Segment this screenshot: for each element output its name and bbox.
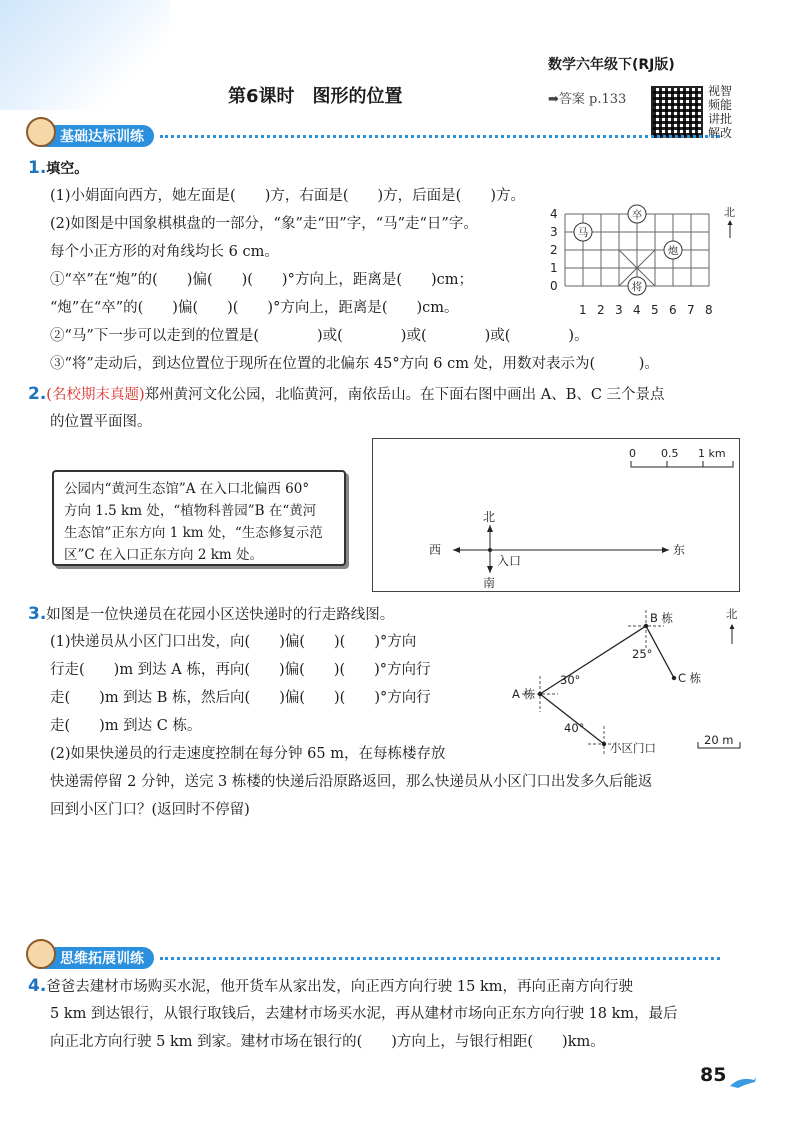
section-banner-extend bbox=[30, 946, 720, 970]
q1-line6: ②“马”下一步可以走到的位置是( )或( )或( )或( )。 bbox=[50, 328, 589, 344]
q4-line2: 5 km 到达银行，从银行取钱后，去建材市场买水泥，再从建材市场向正东方向行驶 18 km，最后 bbox=[50, 1006, 678, 1022]
angle-30: 30° bbox=[560, 673, 581, 687]
scale-half: 0.5 bbox=[661, 447, 679, 460]
q1-line3: 每个小正方形的对角线均长 6 cm。 bbox=[50, 244, 279, 260]
mascot-icon bbox=[26, 939, 56, 969]
q3-line5: 走( )m 到达 C 栋。 bbox=[50, 718, 202, 734]
piece-pao: 炮 bbox=[667, 245, 679, 257]
x-tick: 3 bbox=[615, 303, 623, 317]
q2-condition-box: 公园内“黄河生态馆”A 在入口北偏西 60° 方向 1.5 km 处，“植物科普园”B 在“黄河 生态馆”正东方向 1 km 处，“生态修复示范 区”C 在入口正东方向 2 km 处。 bbox=[52, 470, 346, 566]
q3-line4: 走( )m 到达 B 栋，然后向( )偏( )( )°方向行 bbox=[50, 690, 431, 706]
angle-40: 40° bbox=[564, 721, 585, 735]
chess-board-figure bbox=[548, 204, 748, 320]
north-label: 北 bbox=[726, 607, 738, 621]
map-east: 东 bbox=[673, 543, 686, 557]
q1-line2: (2)如图是中国象棋棋盘的一部分，“象”走“田”字，“马”走“日”字。 bbox=[50, 216, 478, 232]
q4-line3: 向正北方向行驶 5 km 到家。建材市场在银行的( )方向上，与银行相距( )km。 bbox=[50, 1034, 605, 1050]
q2-map-area[interactable] bbox=[372, 438, 740, 592]
q3-line2: (1)快递员从小区门口出发，向( )偏( )( )°方向 bbox=[50, 634, 417, 650]
q1-line5: “炮”在“卒”的( )偏( )( )°方向上，距离是( )cm。 bbox=[50, 300, 459, 316]
north-label: 北 bbox=[724, 206, 735, 219]
x-tick: 2 bbox=[597, 303, 605, 317]
corner-decoration bbox=[0, 0, 170, 110]
q1-line4: ①“卒”在“炮”的( )偏( )( )°方向上，距离是( )cm； bbox=[50, 272, 474, 288]
q1-title: 1.填空。 bbox=[28, 158, 89, 178]
label-a: A 栋 bbox=[512, 687, 536, 701]
y-tick: 2 bbox=[550, 243, 558, 257]
piece-jiang: 将 bbox=[631, 281, 643, 293]
section-title: 基础达标训练 bbox=[60, 129, 144, 145]
q3-line7: 快递需停留 2 分钟，送完 3 栋楼的快递后沿原路返回，那么快递员从小区门口出发多久后能返 bbox=[50, 774, 653, 790]
answer-ref: ➡答案 p.133 bbox=[548, 92, 627, 107]
label-c: C 栋 bbox=[678, 671, 702, 685]
scale-1km: 1 km bbox=[698, 447, 726, 460]
section-banner-basic bbox=[30, 124, 720, 148]
q3-line1: 3.如图是一位快递员在花园小区送快递时的行走路线图。 bbox=[28, 604, 395, 624]
q2-line2: 的位置平面图。 bbox=[50, 414, 152, 430]
q3-line3: 行走( )m 到达 A 栋，再向( )偏( )( )°方向行 bbox=[50, 662, 431, 678]
qr-caption: 视智频能讲批解改 bbox=[708, 84, 733, 140]
q3-line8: 回到小区门口？(返回时不停留) bbox=[50, 802, 250, 818]
x-tick: 6 bbox=[669, 303, 677, 317]
y-tick: 0 bbox=[550, 279, 558, 293]
piece-ma: 马 bbox=[577, 227, 589, 239]
x-tick: 4 bbox=[633, 303, 641, 317]
q2-tag: (名校期末真题) bbox=[46, 387, 145, 403]
map-south: 南 bbox=[483, 576, 496, 590]
dolphin-icon bbox=[728, 1074, 758, 1092]
x-tick: 7 bbox=[687, 303, 695, 317]
angle-25: 25° bbox=[632, 647, 653, 661]
piece-zu: 卒 bbox=[631, 209, 643, 221]
lesson-title: 第6课时 图形的位置 bbox=[228, 86, 403, 107]
page-number: 85 bbox=[700, 1064, 727, 1086]
y-tick: 1 bbox=[550, 261, 558, 275]
scale-label: 20 m bbox=[704, 733, 734, 747]
x-tick: 5 bbox=[651, 303, 659, 317]
q1-line1: (1)小娟面向西方，她左面是( )方，右面是( )方，后面是( )方。 bbox=[50, 188, 525, 204]
y-tick: 3 bbox=[550, 225, 558, 239]
map-north: 北 bbox=[483, 510, 496, 524]
q3-line6: (2)如果快递员的行走速度控制在每分钟 65 m，在每栋楼存放 bbox=[50, 746, 446, 762]
q2-line1: 2.(名校期末真题)郑州黄河文化公园，北临黄河，南依岳山。在下面右图中画出 A、B、C 三个景点 bbox=[28, 384, 665, 404]
y-tick: 4 bbox=[550, 207, 558, 221]
delivery-route-diagram bbox=[508, 604, 748, 764]
label-b: B 栋 bbox=[650, 611, 674, 625]
x-tick: 1 bbox=[579, 303, 587, 317]
map-west: 西 bbox=[429, 543, 442, 557]
label-gate: 小区门口 bbox=[610, 741, 656, 755]
book-label: 数学六年级下(RJ版) bbox=[548, 57, 675, 73]
scale-0: 0 bbox=[629, 447, 636, 460]
q1-line7: ③“将”走动后，到达位置位于现所在位置的北偏东 45°方向 6 cm 处，用数对表示为( )。 bbox=[50, 356, 659, 372]
map-entrance: 入口 bbox=[497, 554, 522, 568]
x-tick: 8 bbox=[705, 303, 713, 317]
q4-line1: 4.爸爸去建材市场购买水泥，他开货车从家出发，向正西方向行驶 15 km，再向正南方向行驶 bbox=[28, 976, 633, 996]
section-title: 思维拓展训练 bbox=[60, 951, 144, 967]
mascot-icon bbox=[26, 117, 56, 147]
